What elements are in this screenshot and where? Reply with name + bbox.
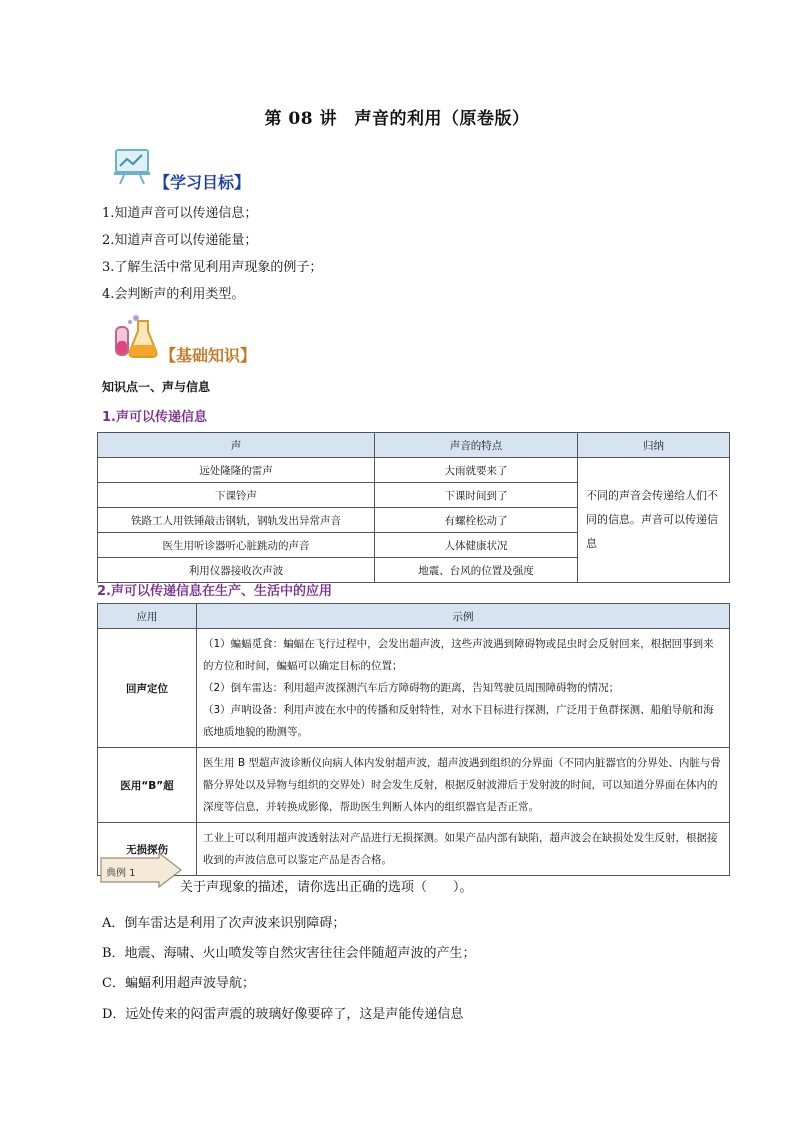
example-line: 工业上可以利用超声波透射法对产品进行无损探测。如果产品内部有缺陷，超声波会在缺损处发生反射，根据接收到的声波信息可以鉴定产品是否合格。 — [203, 832, 718, 866]
option-b: B．地震、海啸、火山喷发等自然灾害往往会伴随超声波的产生； — [102, 946, 476, 961]
table-cell: 铁路工人用铁锤敲击钢轨，钢轨发出异常声音 — [98, 508, 375, 533]
goal-item: 2.知道声音可以传递能量； — [102, 233, 258, 248]
table-header: 声 — [98, 433, 375, 458]
table-header: 应用 — [98, 604, 197, 629]
subheading-2: 2.声可以传递信息在生产、生活中的应用 — [97, 584, 332, 599]
table-cell: 大雨就要来了 — [375, 458, 578, 483]
info-table — [97, 432, 730, 583]
table-header: 示例 — [197, 604, 730, 629]
goal-item: 1.知道声音可以传递信息； — [102, 206, 258, 221]
example-line: （3）声呐设备：利用声波在水中的传播和反射特性，对水下目标进行探测，广泛用于鱼群探测、船舶导航和海底地质地貌的勘测等。 — [203, 704, 714, 738]
application-name: 医用“B”超 — [98, 748, 197, 823]
table-cell: 有螺栓松动了 — [375, 508, 578, 533]
application-table — [97, 603, 730, 876]
example-tag: 典例 1 — [106, 868, 136, 879]
example-cell — [197, 823, 730, 876]
table-row — [98, 748, 730, 823]
presentation-board-icon — [110, 146, 154, 186]
table-cell: 人体健康状况 — [375, 533, 578, 558]
table-cell: 医生用听诊器听心脏跳动的声音 — [98, 533, 375, 558]
example-cell — [197, 629, 730, 748]
option-c: C．蝙蝠利用超声波导航； — [102, 976, 255, 991]
table-cell: 下课时间到了 — [375, 483, 578, 508]
goals-heading: 【学习目标】 — [154, 173, 251, 192]
table-header: 声音的特点 — [375, 433, 578, 458]
table-cell: 下课铃声 — [98, 483, 375, 508]
page-title: 第 08 讲 声音的利用（原卷版） — [264, 109, 530, 129]
table-row — [98, 629, 730, 748]
option-d: D．远处传来的闷雷声震的玻璃好像要碎了，这是声能传递信息 — [102, 1007, 464, 1022]
option-a: A．倒车雷达是利用了次声波来识别障碍； — [102, 916, 346, 931]
goal-item: 3.了解生活中常见利用声现象的例子； — [102, 260, 323, 275]
table-cell: 远处隆隆的雷声 — [98, 458, 375, 483]
application-name: 无损探伤 — [98, 823, 197, 876]
application-name: 回声定位 — [98, 629, 197, 748]
example-question: 关于声现象的描述，请你选出正确的选项（ ）。 — [180, 880, 473, 895]
basic-heading: 【基础知识】 — [160, 346, 257, 365]
example-line: （2）倒车雷达：利用超声波探测汽车后方障碍物的距离，告知驾驶员周围障碍物的情况； — [203, 682, 620, 694]
flask-icon — [110, 313, 160, 359]
table-row — [98, 458, 730, 483]
knowledge-point-1: 知识点一、声与信息 — [102, 380, 211, 394]
table-cell: 利用仪器接收次声波 — [98, 558, 375, 583]
summary-cell: 不同的声音会传递给人们不同的信息。声音可以传递信息 — [578, 458, 730, 583]
goal-item: 4.会判断声的利用类型。 — [102, 287, 245, 302]
example-line: （1）蝙蝠觅食：蝙蝠在飞行过程中，会发出超声波，这些声波遇到障碍物或昆虫时会反射回来，根据回事到来的方位和时间，蝙蝠可以确定目标的位置； — [203, 638, 714, 672]
table-row — [98, 823, 730, 876]
example-cell — [197, 748, 730, 823]
example-line: 医生用 B 型超声波诊断仪向病人体内发射超声波，超声波遇到组织的分界面（不同内脏器官的分界处、内脏与骨骼分界处以及异物与组织的交界处）时会发生反射，根据反射波滞后于发射波的时间，可以知道分界面在体内的深度等信息，并转换成影像，帮助医生判断人体内的组织器官是否正常。 — [203, 757, 721, 813]
table-cell: 地震、台风的位置及强度 — [375, 558, 578, 583]
table-header: 归纳 — [578, 433, 730, 458]
subheading-1: 1.声可以传递信息 — [102, 410, 207, 425]
